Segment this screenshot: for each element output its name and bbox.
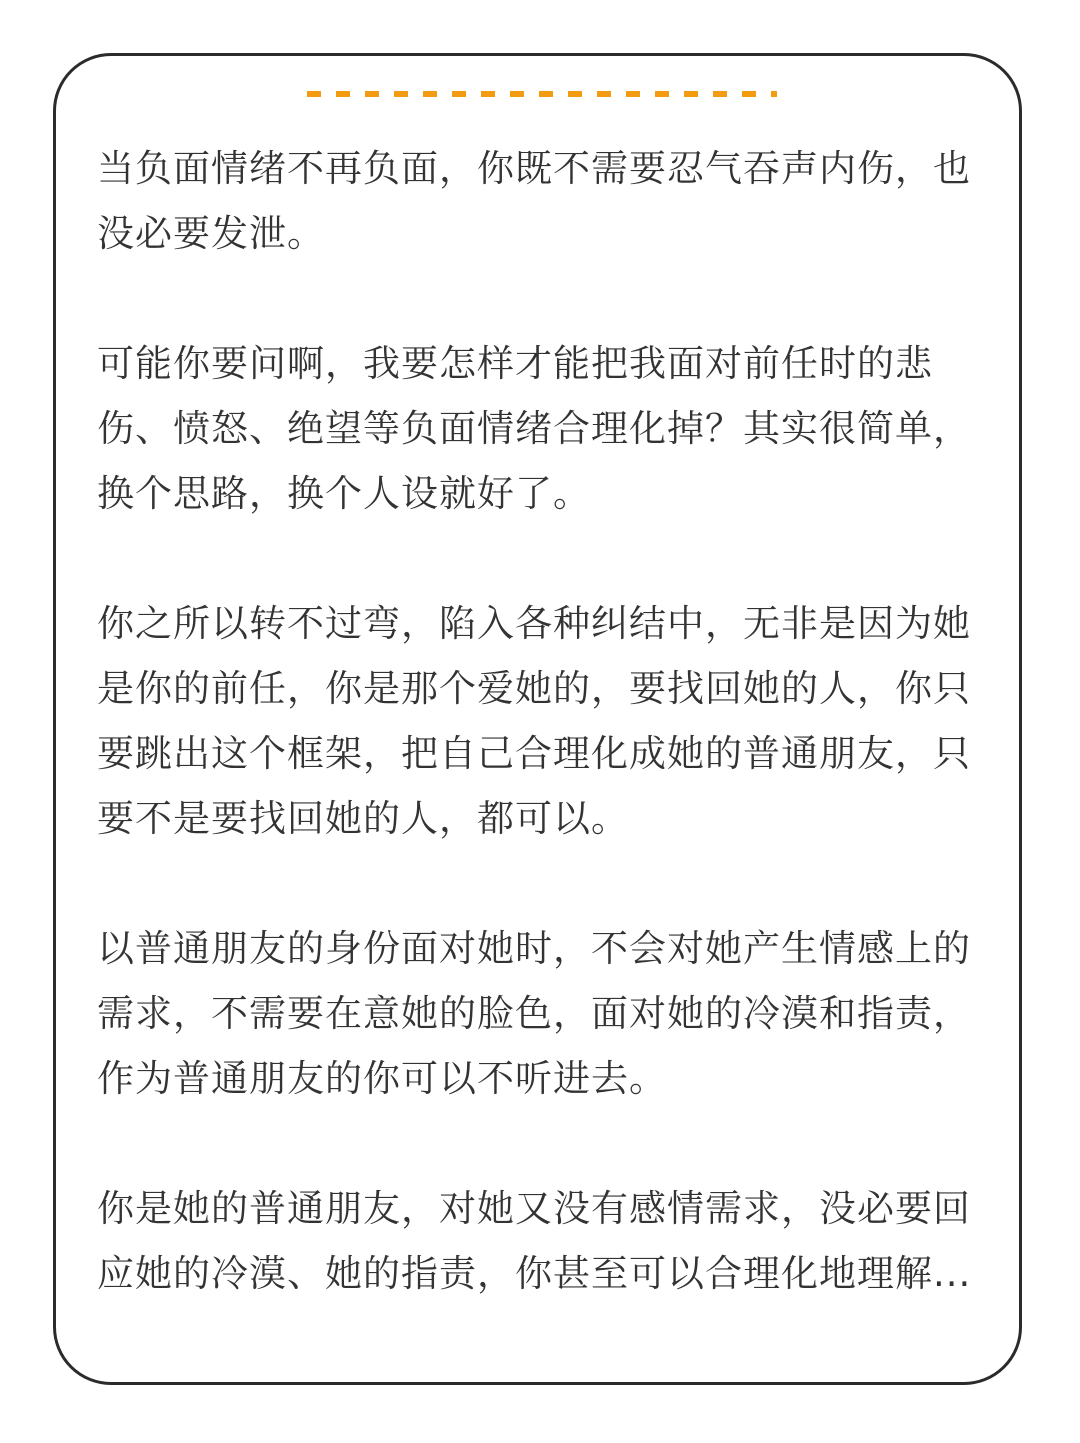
paragraph: 你之所以转不过弯，陷入各种纠结中，无非是因为她是你的前任，你是那个爱她的，要找回她的人，你只要跳出这个框架，把自己合理化成她的普通朋友，只要不是要找回她的人，都可以。 — [97, 602, 971, 840]
paragraph: 你是她的普通朋友，对她又没有感情需求，没必要回应她的冷漠、她的指责，你甚至可以合理化地理解... — [97, 1187, 972, 1295]
dashed-divider — [307, 91, 777, 97]
paragraph: 以普通朋友的身份面对她时，不会对她产生情感上的需求，不需要在意她的脸色，面对她的冷漠和指责，作为普通朋友的你可以不听进去。 — [97, 927, 971, 1100]
paragraph: 当负面情绪不再负面，你既不需要忍气吞声内伤，也没必要发泄。 — [97, 147, 971, 255]
article-body — [97, 136, 982, 1371]
paragraph: 可能你要问啊，我要怎样才能把我面对前任时的悲伤、愤怒、绝望等负面情绪合理化掉？其实很简单，换个思路，换个人设就好了。 — [97, 342, 971, 515]
